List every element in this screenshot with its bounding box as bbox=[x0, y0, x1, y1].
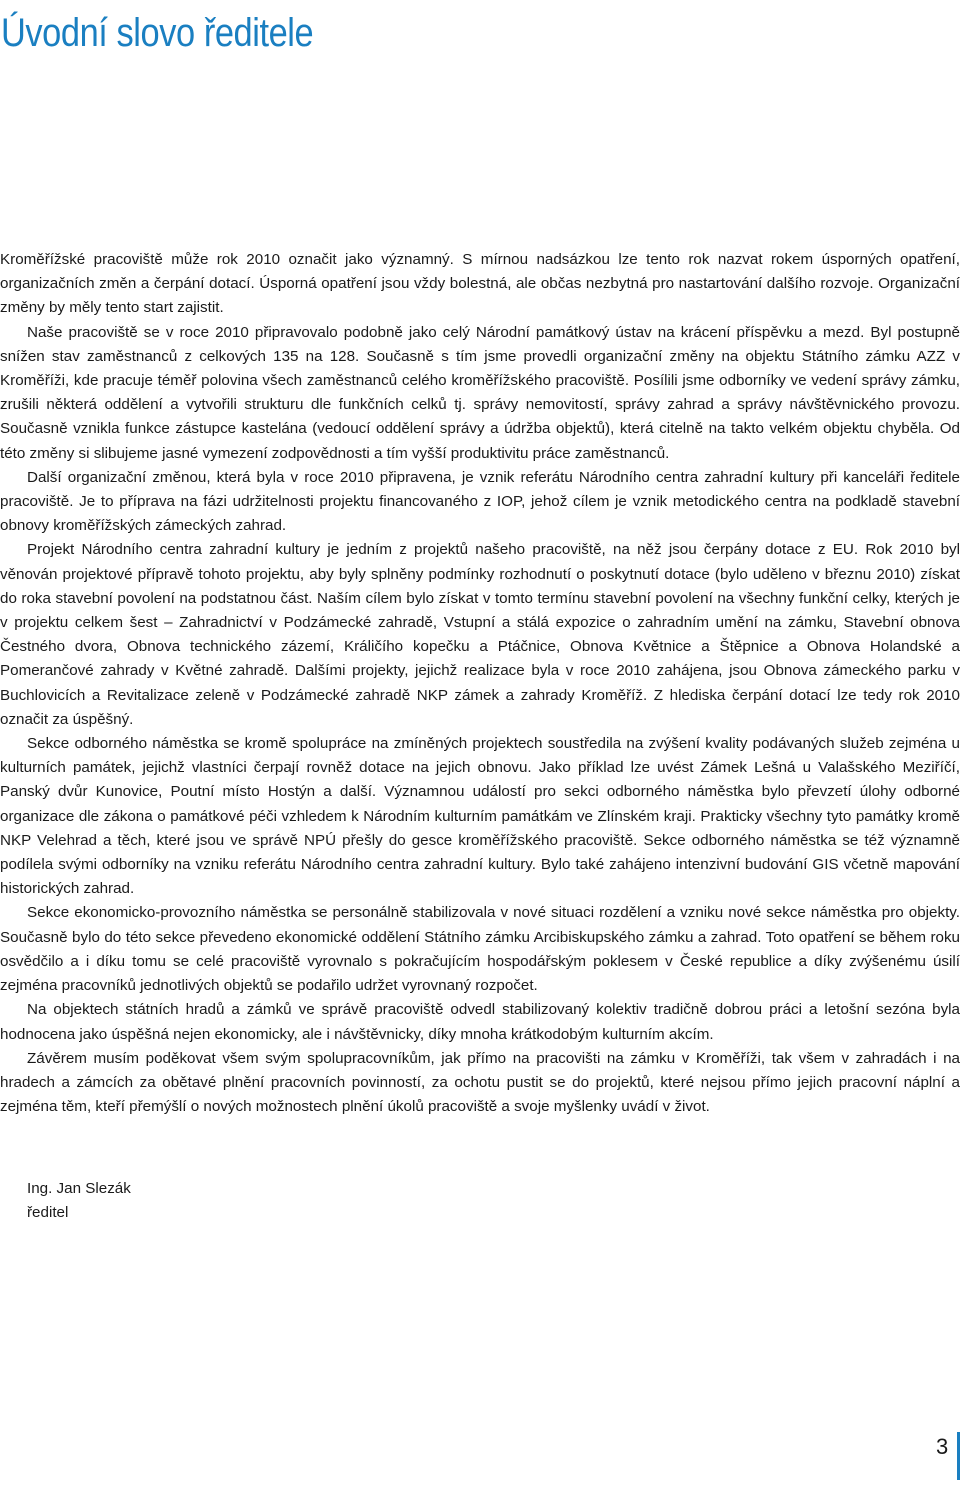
paragraph-intro: Kroměřížské pracoviště může rok 2010 označit jako významný. S mírnou nadsázkou lze tento rok nazvat rokem úsporných opatření, organizačních změn a čerpání dotací. Úsporná opatření jsou vždy bolestná, ale občas nezbytná pro nastartování dalšího rozvoje. Organizační změny by měly tento start zajistit. bbox=[0, 251, 960, 317]
paragraph-garden-centre-unit: Další organizační změnou, která byla v roce 2010 připravena, je vznik referátu Národního centra zahradní kultury při kanceláři ředitele pracoviště. Je to příprava na fázi udržitelnosti projektu financovaného z IOP, jehož cílem je vznik metodického centra na podkladě stavební obnovy kroměřížských zámeckých zahrad. bbox=[0, 468, 960, 535]
body-text bbox=[0, 248, 960, 1119]
paragraph-expert-section: Sekce odborného náměstka se kromě spolupráce na zmíněných projektech soustředila na zvýšení kvality podávaných služeb zejména u kulturních památek, jejichž vlastníci čerpají rovněž dotace na jejich obnovu. Jako příklad lze uvést Zámek Lešná u Valašského Meziříčí, Panský dvůr Kunovice, Poutní místo Hostýn a další. Významnou událostí pro sekci odborného náměstka bylo převzetí úlohy odborné organizace dle zákona o památkové péči vzhledem k Národním kulturním památkám ve Zlínském kraji. Prakticky všechny tyto památky kromě NKP Velehrad a těch, které jsou ve správě NPÚ přešly do gesce kroměřížského pracoviště. Sekce odborného náměstka se též významně podílela svými odborníky na vzniku referátu Národního centra zahradní kultury. Bylo také zahájeno intenzivní budování GIS včetně mapování historických zahrad. bbox=[0, 735, 960, 898]
paragraph-eu-projects: Projekt Národního centra zahradní kultury je jedním z projektů našeho pracoviště, na něž jsou čerpány dotace z EU. Rok 2010 byl věnován projektové přípravě tohoto projektu, aby byly splněny podmínky rozhodnutí o poskytnutí dotace (bylo uděleno v březnu 2010) získat do roka stavební povolení na podstatnou část. Naším cílem bylo získat v tomto termínu stavební povolení na všechny funkční celky, kterých je v projektu celkem šest – Zahradnictví v Podzámecké zahradě, Vstupní a stálá expozice o zahradním umění na zámku, Stavební obnova Čestného dvora, Obnova technického zázemí, Králičího kopečku a Ptáčnice, Obnova Květnice a Štěpnice a Obnova Holandské a Pomerančové zahrady v Květné zahradě. Dalšími projekty, jejichž realizace byla v roce 2010 zahájena, jsou Obnova zámeckého parku v Buchlovicích a Revitalizace zeleně v Podzámecké zahradě NKP zámek a zahrady Kroměříž. Z hlediska čerpání dotací lze tedy rok 2010 označit za úspěšný. bbox=[0, 541, 960, 728]
signature-block bbox=[27, 1177, 131, 1225]
paragraph-staff-changes: Naše pracoviště se v roce 2010 připravovalo podobně jako celý Národní památkový ústav na krácení příspěvku a mezd. Byl postupně snížen stav zaměstnanců z celkových 135 na 128. Současně s tím jsme provedli organizační změny na objektu Státního zámku AZZ v Kroměříži, kde pracuje téměř polovina všech zaměstnanců celého kroměřížského pracoviště. Posílili jsme odborníky ve vedení správy zámku, zrušili některá oddělení a vytvořili strukturu dle funkčních celků tj. správy nemovitostí, správy zahrad a správy návštěvnického provozu. Současně vznikla funkce zástupce kastelána (vedoucí oddělení správy a údržba objektů), která citelně na takto velkém objektu chyběla. Od této změny si slibujeme jasné vymezení zodpovědnosti a tím vyšší produktivitu práce zaměstnanců. bbox=[0, 323, 960, 462]
paragraph-castles-season: Na objektech státních hradů a zámků ve správě pracoviště odvedl stabilizovaný kolektiv tradičně dobrou práci a letošní sezóna byla hodnocena jako úspěšná nejen ekonomicky, ale i návštěvnicky, díky mnoha krátkodobým kulturním akcím. bbox=[0, 1001, 960, 1043]
page-title: Úvodní slovo ředitele bbox=[1, 11, 314, 55]
paragraph-thanks: Závěrem musím poděkovat všem svým spolupracovníkům, jak přímo na pracovišti na zámku v Kroměříži, tak všem v zahradách i na hradech a zámcích za obětavé plnění pracovních povinností, za ochotu pustit se do projektů, které nejsou přímo jejich pracovní náplní a zejména těm, kteří přemýšlí o nových možnostech plnění úkolů pracoviště a svoje myšlenky uvádí v život. bbox=[0, 1049, 960, 1116]
paragraph-economic-section: Sekce ekonomicko-provozního náměstka se personálně stabilizovala v nové situaci rozdělení a vzniku nové sekce náměstka pro objekty. Současně bylo do této sekce převedeno ekonomické oddělení Státního zámku Arcibiskupského zámku a zahrad. Toto opatření se během roku osvědčilo a i díku tomu se celé pracoviště vyrovnalo s pokračujícím hospodářským poklesem v České republice a díky zvýšenému úsilí zejména pracovníků jednotlivých objektů se podařilo udržet vyrovnaný rozpočet. bbox=[0, 904, 960, 995]
signature-name: Ing. Jan Slezák bbox=[27, 1180, 131, 1197]
page-number: 3 bbox=[936, 1434, 949, 1459]
signature-role: ředitel bbox=[27, 1204, 69, 1221]
